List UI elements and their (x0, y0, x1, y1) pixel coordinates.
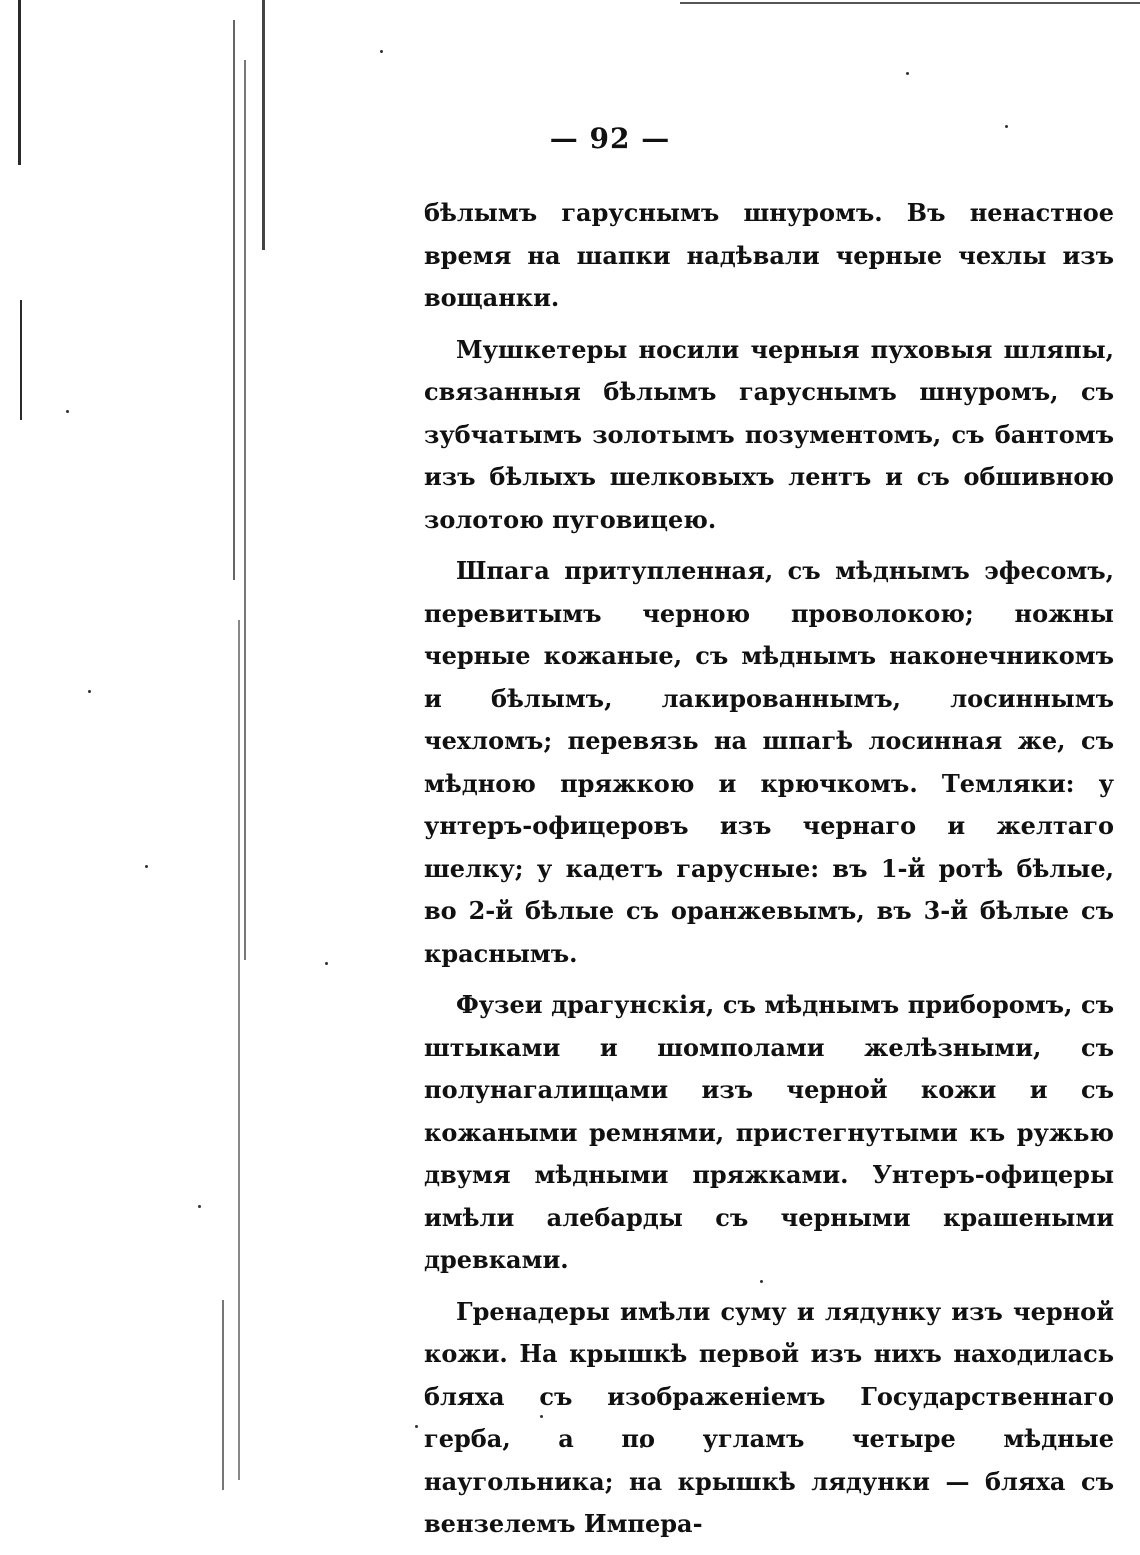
scan-speck (145, 865, 148, 868)
paragraph: Шпага притупленная, съ мѣднымъ эфесомъ, перевитымъ черною проволокою; ножны черные кожаные, съ мѣднымъ наконечникомъ и бѣлымъ, лакированнымъ, лосиннымъ чехломъ; перевязь на шпагѣ лосинная же, съ мѣдною пряжкою и крючкомъ. Темляки: у унтеръ-офицеровъ изъ чернаго и желтаго шелку; у кадетъ гарусные: въ 1-й ротѣ бѣлые, во 2-й бѣлые съ оранжевымъ, въ 3-й бѣлые съ краснымъ. (424, 556, 1114, 968)
scan-artifact-line (222, 1300, 224, 1490)
top-scan-rule (680, 2, 1140, 4)
scan-speck (415, 1425, 418, 1428)
scan-artifact-line (233, 20, 235, 580)
paragraph: Гренадеры имѣли суму и лядунку изъ черной кожи. На крышкѣ первой изъ нихъ находилась бляха съ изображеніемъ Государственнаго герба, а по угламъ четыре мѣдные наугольника; на крышкѣ лядунки — бляха съ вензелемъ Импера- (424, 1296, 1114, 1538)
paragraph: Фузеи драгунскія, съ мѣднымъ приборомъ, съ штыками и шомполами желѣзными, съ полунагалищами изъ черной кожи и съ кожаными ремнями, пристегнутыми къ ружью двумя мѣдными пряжками. Унтеръ-офицеры имѣли алебарды съ черными крашеными древками. (424, 990, 1114, 1274)
scan-speck (198, 1205, 201, 1208)
scan-speck (325, 962, 328, 965)
page-number: — 92 — (549, 122, 671, 155)
binding-edge-line (20, 300, 22, 420)
scan-speck (906, 72, 909, 75)
paragraph: Мушкетеры носили черныя пуховыя шляпы, связанныя бѣлымъ гаруснымъ шнуромъ, съ зубчатымъ золотымъ позументомъ, съ бантомъ изъ бѣлыхъ шелковыхъ лентъ и съ обшивною золотою пуговицею. (424, 334, 1114, 534)
scan-speck (380, 50, 383, 53)
scan-artifact-line (238, 620, 240, 1480)
body-text (424, 192, 1114, 1555)
scan-speck (88, 690, 91, 693)
paragraph: бѣлымъ гаруснымъ шнуромъ. Въ ненастное время на шапки надѣвали черные чехлы изъ вощанки. (424, 198, 1114, 312)
scan-speck (66, 410, 69, 413)
scan-artifact-line (244, 60, 246, 960)
